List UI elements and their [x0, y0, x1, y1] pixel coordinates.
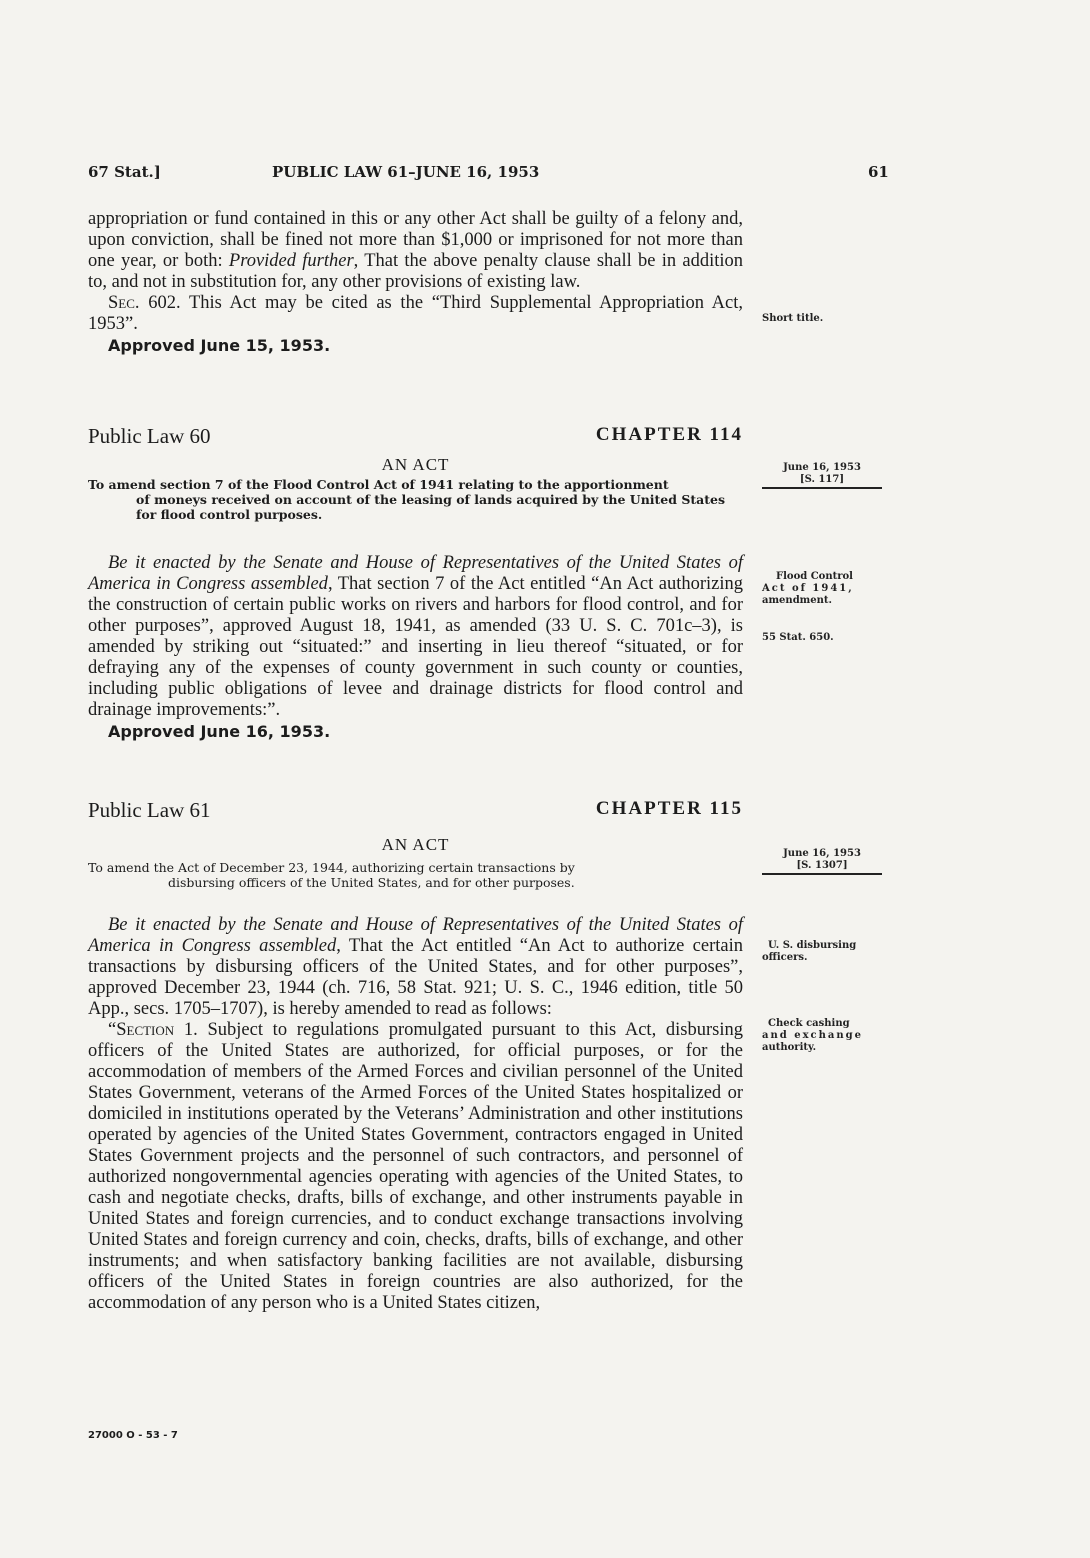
header-volume: 67 Stat.] — [88, 163, 161, 181]
continuation-block — [88, 209, 743, 357]
header-title: PUBLIC LAW 61–JUNE 16, 1953 — [272, 163, 540, 181]
note-us-disbursing: U. S. disbursing officers. — [762, 940, 857, 963]
law61-purpose: To amend the Act of December 23, 1944, authorizing certain transactions by disbursing officers of the United States, and for other purposes. — [88, 860, 575, 890]
law61-name: Public Law 61 — [88, 798, 211, 822]
footer-printer-code: 27000 O - 53 - 7 — [88, 1430, 178, 1441]
continuation-paragraph: appropriation or fund contained in this or any other Act shall be guilty of a felony and, upon conviction, shall be fined not more than $1,000 or imprisoned for not more than one year, or both: Provided further, That the above penalty clause shall be in addition to, and not in substitution for, any other provisions of existing law. — [88, 209, 744, 292]
note-date-law61: June 16, 1953 [S. 1307] — [762, 848, 894, 875]
law61-section-1: “Section 1. Subject to regulations promulgated pursuant to this Act, disbursing officers of the United States are authorized, for official purposes, or for the accommodation of members of the Armed Forces and civilian personnel of the United States Government, veterans of the Armed Forces of the United States hospitalized or domiciled in institutions operated by the Veterans’ Administration and other institutions operated by agencies of the United States Government, contractors engaged in United States Government projects and the personnel of such contractors, and personnel of authorized nongovernmental agencies operating with agencies of the United States, to cash and negotiate checks, drafts, bills of exchange, and other instruments payable in United States and foreign currencies, and to conduct exchange transactions involving United States and foreign currency and coin, checks, drafts, bills of exchange, and other instruments; and when satisfactory banking facilities are not available, disbursing officers of the United States in foreign countries are also authorized, for the accommodation of any person who is a United States citizen, — [88, 1020, 743, 1313]
law60-purpose: To amend section 7 of the Flood Control Act of 1941 relating to the apportionment of moneys received on account of the leasing of lands acquired by the United States for flood control purposes. — [88, 477, 726, 522]
law61-body — [88, 915, 743, 1314]
header-page-number: 61 — [868, 163, 889, 181]
law61-an-act: AN ACT — [381, 835, 450, 854]
law61-enacting-clause: Be it enacted by the Senate and House of Representatives of the United States of America in Congress assembled, That the Act entitled “An Act to authorize certain transactions by disbursing officers of the United States, and for other purposes”, approved December 23, 1944 (ch. 716, 58 Stat. 921; U. S. C., 1946 edition, title 50 App., secs. 1705–1707), is hereby amended to read as follows: — [88, 915, 743, 1019]
section-602: Sec. 602. This Act may be cited as the “Third Supplemental Appropriation Act, 1953”. — [88, 293, 743, 334]
note-55-stat: 55 Stat. 650. — [762, 632, 834, 643]
law61-heading — [88, 798, 743, 824]
law60-approved: Approved June 16, 1953. — [108, 722, 331, 741]
law60-name: Public Law 60 — [88, 424, 211, 448]
law60-body — [88, 553, 743, 743]
law61-chapter: CHAPTER 115 — [595, 798, 743, 819]
note-date-law60: June 16, 1953 [S. 117] — [762, 462, 894, 489]
note-check-cashing: Check cashing and exchange authority. — [762, 1018, 864, 1053]
law60-heading — [88, 424, 743, 450]
law60-chapter: CHAPTER 114 — [595, 424, 743, 445]
note-short-title: Short title. — [762, 313, 824, 324]
law60-enacting-clause: Be it enacted by the Senate and House of Representatives of the United States of America in Congress assembled, That section 7 of the Act entitled “An Act authorizing the construction of certain public works on rivers and harbors for flood control, and for other purposes”, approved August 18, 1941, as amended (33 U. S. C. 701c–3), is amended by striking out “situated:” and inserting in lieu thereof “situated, or for defraying any of the expenses of county government in such county or counties, including public obligations of levee and drainage districts for flood control and drainage improvements:”. — [88, 553, 743, 720]
approved-june-15: Approved June 15, 1953. — [108, 336, 331, 355]
law60-an-act: AN ACT — [381, 455, 450, 474]
note-flood-control: Flood Control Act of 1941, amendment. — [762, 571, 854, 606]
